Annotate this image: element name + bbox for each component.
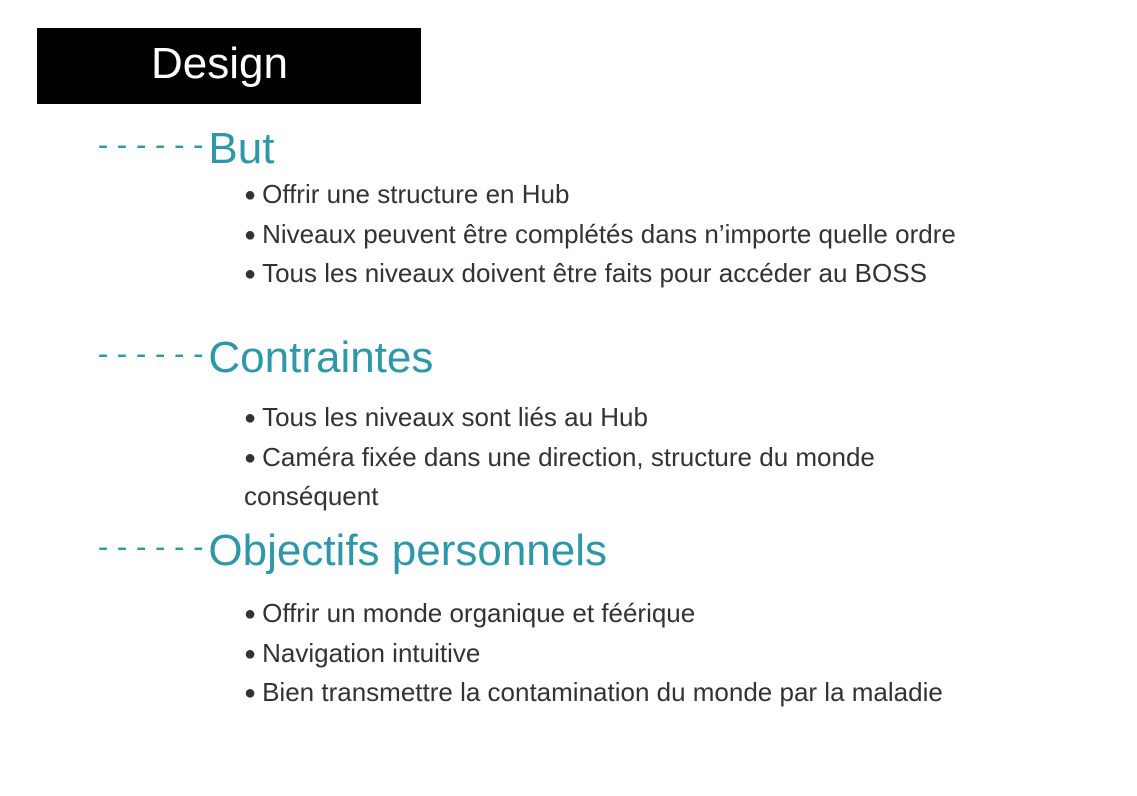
list-item-text: Navigation intuitive (262, 637, 481, 668)
list-item-text: Tous les niveaux sont liés au Hub (262, 402, 648, 432)
list-item (244, 439, 1004, 515)
section-heading-contraintes (94, 333, 433, 383)
list-item (244, 635, 1084, 675)
bullet-list-contraintes (244, 399, 1004, 515)
list-item (244, 674, 1084, 714)
bullet-list-objectifs (244, 595, 1084, 714)
list-item-text: Caméra fixée dans une direction, structure du monde conséquent (244, 441, 875, 511)
section-title: But (208, 124, 275, 173)
list-item-text: Bien transmettre la contamination du monde par la maladie (262, 677, 943, 707)
bullet-icon: ● (244, 603, 257, 625)
section-heading-but (94, 124, 274, 174)
list-item (244, 216, 1084, 256)
dash-prefix: ------ (94, 128, 209, 163)
bullet-icon: ● (244, 184, 257, 206)
title-banner (37, 28, 421, 104)
list-item (244, 399, 1004, 439)
list-item-text: Offrir une structure en Hub (262, 179, 570, 209)
section-title: Objectifs personnels (208, 526, 608, 575)
list-item-text: Offrir un monde organique et féérique (262, 598, 696, 628)
section-heading-objectifs (94, 526, 607, 576)
bullet-icon: ● (244, 407, 257, 429)
list-item (244, 176, 1084, 216)
bullet-icon: ● (244, 446, 257, 469)
list-item (244, 255, 1084, 295)
list-item-text: Tous les niveaux doivent être faits pour accéder au BOSS (262, 258, 927, 288)
bullet-icon: ● (244, 642, 257, 665)
dash-prefix: ------ (94, 337, 209, 372)
list-item-text: Niveaux peuvent être complétés dans n’importe quelle ordre (262, 218, 956, 249)
list-item (244, 595, 1084, 635)
page-title: Design (151, 39, 288, 88)
bullet-icon: ● (244, 682, 257, 704)
bullet-list-but (244, 176, 1084, 295)
dash-prefix: ------ (94, 530, 209, 565)
bullet-icon: ● (244, 223, 257, 246)
section-title: Contraintes (208, 333, 434, 382)
bullet-icon: ● (244, 263, 257, 285)
